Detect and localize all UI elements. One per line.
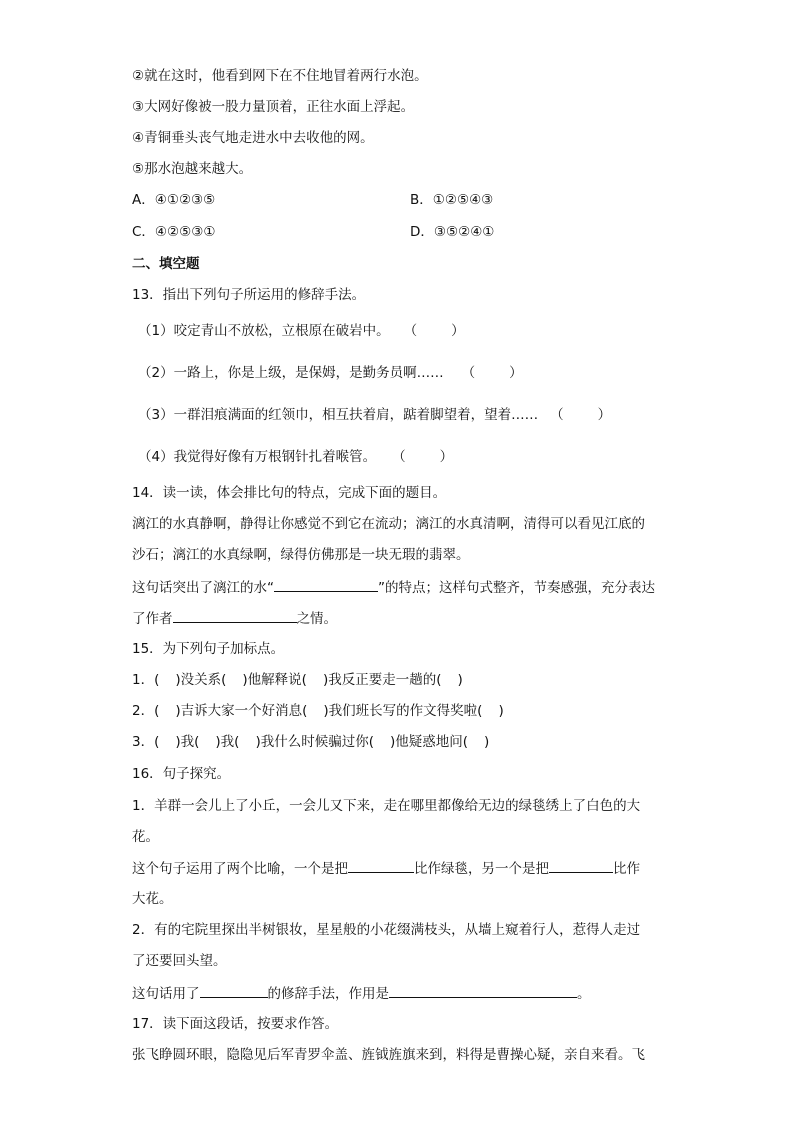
q16-stem: 16．句子探究。 bbox=[132, 766, 231, 782]
q13-item-1: （1）咬定青山不放松，立根原在破岩中。 （ ） bbox=[138, 323, 465, 339]
q16-s2-line2: 了还要回头望。 bbox=[132, 953, 227, 969]
q12-item-5: ⑤那水泡越来越大。 bbox=[132, 161, 253, 177]
q16-s1-fill: 这个句子运用了两个比喻，一个是把 比作绿毯，另一个是把 比作 bbox=[132, 858, 640, 879]
q12-option-b: B．①②⑤④③ bbox=[410, 192, 494, 208]
q17-stem: 17．读下面这段话，按要求作答。 bbox=[132, 1016, 339, 1032]
q14-passage-line2: 沙石；漓江的水真绿啊，绿得仿佛那是一块无瑕的翡翠。 bbox=[132, 547, 470, 563]
q14-stem: 14．读一读，体会排比句的特点，完成下面的题目。 bbox=[132, 485, 447, 501]
q14-fill-line2: 了作者 之情。 bbox=[132, 608, 337, 629]
answer-blank[interactable] bbox=[200, 983, 268, 998]
answer-blank[interactable] bbox=[549, 858, 613, 873]
answer-blank[interactable] bbox=[348, 858, 414, 873]
q13-item-2: （2）一路上，你是上级，是保姆，是勤务员啊…… （ ） bbox=[138, 365, 523, 381]
section-title: 二、填空题 bbox=[132, 256, 200, 272]
q13-stem: 13．指出下列句子所运用的修辞手法。 bbox=[132, 287, 366, 303]
q16-s1-line1: 1．羊群一会儿上了小丘，一会儿又下来，走在哪里都像给无边的绿毯绣上了白色的大 bbox=[132, 798, 641, 814]
q12-option-c: C．④②⑤③① bbox=[132, 224, 216, 240]
q13-item-3: （3）一群泪痕满面的红领巾，相互扶着肩，踮着脚望着，望着…… （ ） bbox=[138, 407, 612, 423]
q12-option-a: A．④①②③⑤ bbox=[132, 192, 216, 208]
answer-blank[interactable] bbox=[389, 983, 577, 998]
q17-passage-line1: 张飞睁圆环眼，隐隐见后军青罗伞盖、旌钺旌旗来到，料得是曹操心疑，亲自来看。飞 bbox=[132, 1047, 645, 1063]
q15-row-3: 3．( )我( )我( )我什么时候骗过你( )他疑惑地问( ) bbox=[132, 734, 490, 750]
q15-row-1: 1．( )没关系( )他解释说( )我反正要走一趟的( ) bbox=[132, 672, 463, 688]
q16-s2-fill: 这句话用了 的修辞手法，作用是 。 bbox=[132, 983, 591, 1004]
q14-fill-line1: 这句话突出了漓江的水“ ”的特点；这样句式整齐，节奏感强，充分表达 bbox=[132, 577, 655, 598]
q12-item-2: ②就在这时，他看到网下在不住地冒着两行水泡。 bbox=[132, 68, 428, 84]
q13-item-4: （4）我觉得好像有万根钢针扎着喉管。 （ ） bbox=[138, 449, 454, 465]
q16-s1-line2: 花。 bbox=[132, 829, 159, 845]
q12-item-3: ③大网好像被一股力量顶着，正往水面上浮起。 bbox=[132, 99, 415, 115]
answer-blank[interactable] bbox=[173, 608, 297, 623]
q12-option-d: D．③⑤②④① bbox=[410, 224, 495, 240]
q15-row-2: 2．( )吉诉大家一个好消息( )我们班长写的作文得奖啦( ) bbox=[132, 703, 504, 719]
q16-s2-line1: 2．有的宅院里探出半树银妆，星星般的小花缀满枝头，从墙上窥着行人，惹得人走过 bbox=[132, 922, 641, 938]
answer-blank[interactable] bbox=[274, 577, 378, 592]
q12-item-4: ④青铜垂头丧气地走进水中去收他的网。 bbox=[132, 130, 374, 146]
q15-stem: 15．为下列句子加标点。 bbox=[132, 641, 285, 657]
q14-passage-line1: 漓江的水真静啊，静得让你感觉不到它在流动；漓江的水真清啊，清得可以看见江底的 bbox=[132, 516, 645, 532]
q16-s1-fill-end: 大花。 bbox=[132, 891, 173, 907]
